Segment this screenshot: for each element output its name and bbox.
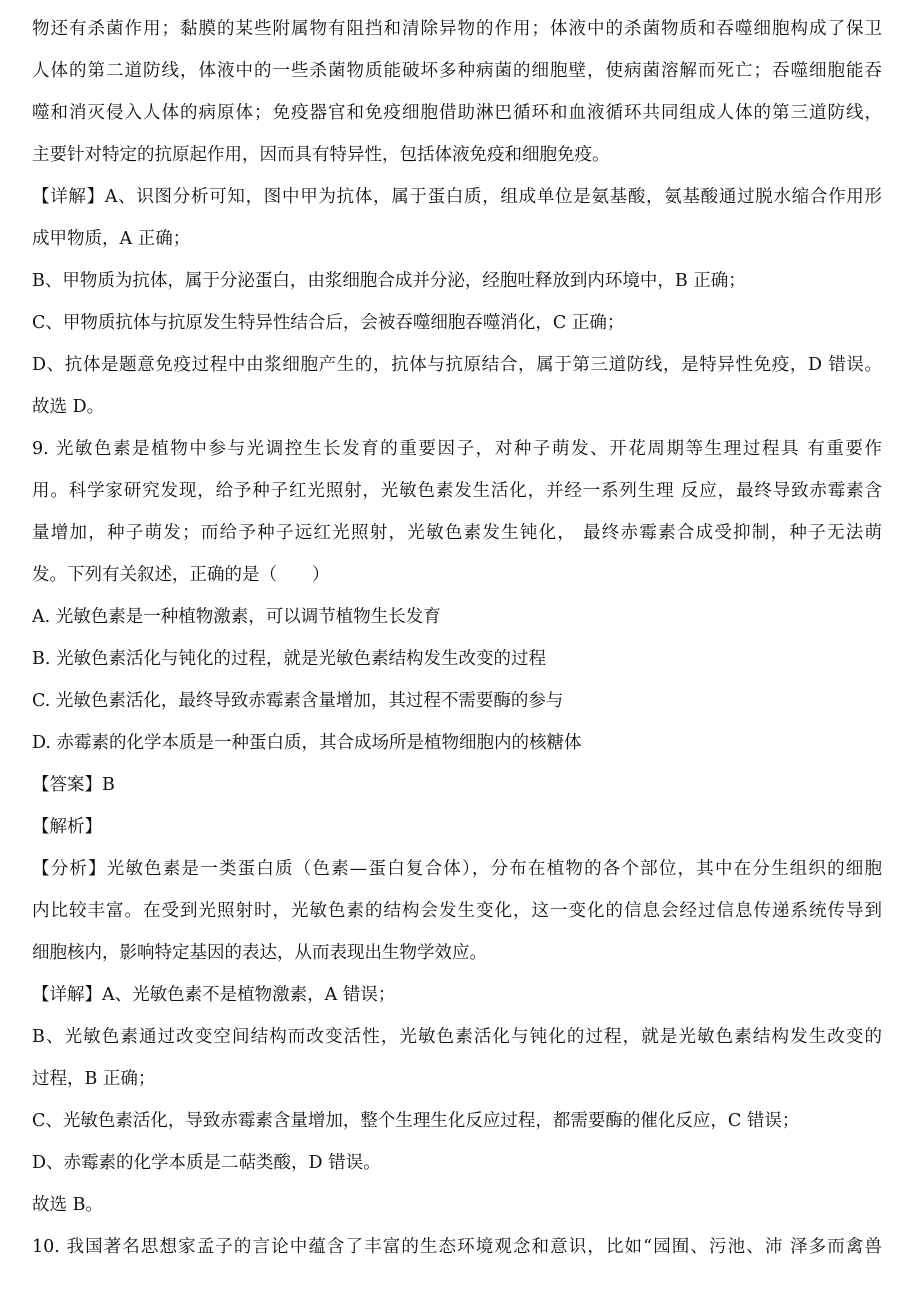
question-10-stem: 10. 我国著名思想家孟子的言论中蕴含了丰富的生态环境观念和意识，比如“园囿、污池、沛 泽多而禽兽 <box>32 1237 882 1257</box>
analysis-label: 【解析】 <box>32 817 102 837</box>
text-line: 物还有杀菌作用；黏膜的某些附属物有阻挡和清除异物的作用；体液中的杀菌物质和吞噬细胞构成了保卫 <box>32 19 882 39</box>
question-9-stem: 发。下列有关叙述，正确的是（ ） <box>32 565 330 585</box>
text-line: 人体的第二道防线，体液中的一些杀菌物质能破坏多种病菌的细胞壁，使病菌溶解而死亡；吞噬细胞能吞 <box>32 61 882 81</box>
option-analysis-b: B、光敏色素通过改变空间结构而改变活性，光敏色素活化与钝化的过程，就是光敏色素结构发生改变的 <box>32 1027 882 1047</box>
text-line: 噬和消灭侵入人体的病原体；免疫器官和免疫细胞借助淋巴循环和血液循环共同组成人体的第三道防线， <box>32 103 882 123</box>
analysis-text: 内比较丰富。在受到光照射时，光敏色素的结构会发生变化，这一变化的信息会经过信息传递系统传导到 <box>32 901 882 921</box>
question-9-option-c: C. 光敏色素活化，最终导致赤霉素含量增加，其过程不需要酶的参与 <box>32 691 564 711</box>
text-line: 过程，B 正确； <box>32 1069 156 1089</box>
question-9-option-b: B. 光敏色素活化与钝化的过程，就是光敏色素结构发生改变的过程 <box>32 649 546 669</box>
question-9-stem: 9. 光敏色素是植物中参与光调控生长发育的重要因子，对种子萌发、开花周期等生理过程具 有重要作 <box>32 439 882 459</box>
detail-heading-line: 【详解】A、识图分析可知，图中甲为抗体，属于蛋白质，组成单位是氨基酸，氨基酸通过脱水缩合作用形 <box>32 187 882 207</box>
option-analysis-d: D、抗体是题意免疫过程中由浆细胞产生的，抗体与抗原结合，属于第三道防线，是特异性免疫，D 错误。 <box>32 355 882 375</box>
question-9-option-a: A. 光敏色素是一种植物激素，可以调节植物生长发育 <box>32 607 441 627</box>
option-analysis-c: C、光敏色素活化，导致赤霉素含量增加，整个生理生化反应过程，都需要酶的催化反应，C 错误； <box>32 1111 800 1131</box>
text-line: 成甲物质，A 正确； <box>32 229 191 249</box>
detail-heading-line: 【详解】A、光敏色素不是植物激素，A 错误； <box>32 985 396 1005</box>
question-9-option-d: D. 赤霉素的化学本质是一种蛋白质，其合成场所是植物细胞内的核糖体 <box>32 733 582 753</box>
option-analysis-b: B、甲物质为抗体，属于分泌蛋白，由浆细胞合成并分泌，经胞吐释放到内环境中，B 正确； <box>32 271 746 291</box>
analysis-text: 细胞核内，影响特定基因的表达，从而表现出生物学效应。 <box>32 943 487 963</box>
answer-choice-line: 故选 B。 <box>32 1195 103 1215</box>
option-analysis-c: C、甲物质抗体与抗原发生特异性结合后，会被吞噬细胞吞噬消化，C 正确； <box>32 313 625 333</box>
option-analysis-d: D、赤霉素的化学本质是二萜类酸，D 错误。 <box>32 1153 381 1173</box>
question-9-stem: 用。科学家研究发现，给予种子红光照射，光敏色素发生活化，并经一系列生理 反应，最终导致赤霉素含 <box>32 481 882 501</box>
question-9-stem: 量增加，种子萌发；而给予种子远红光照射，光敏色素发生钝化， 最终赤霉素合成受抑制，种子无法萌 <box>32 523 882 543</box>
document-page <box>32 8 882 1268</box>
analysis-text: 【分析】光敏色素是一类蛋白质（色素—蛋白复合体），分布在植物的各个部位，其中在分生组织的细胞 <box>32 859 882 879</box>
answer-choice-line: 故选 D。 <box>32 397 105 417</box>
text-line: 主要针对特定的抗原起作用，因而具有特异性，包括体液免疫和细胞免疫。 <box>32 145 610 165</box>
answer-label: 【答案】B <box>32 775 115 795</box>
